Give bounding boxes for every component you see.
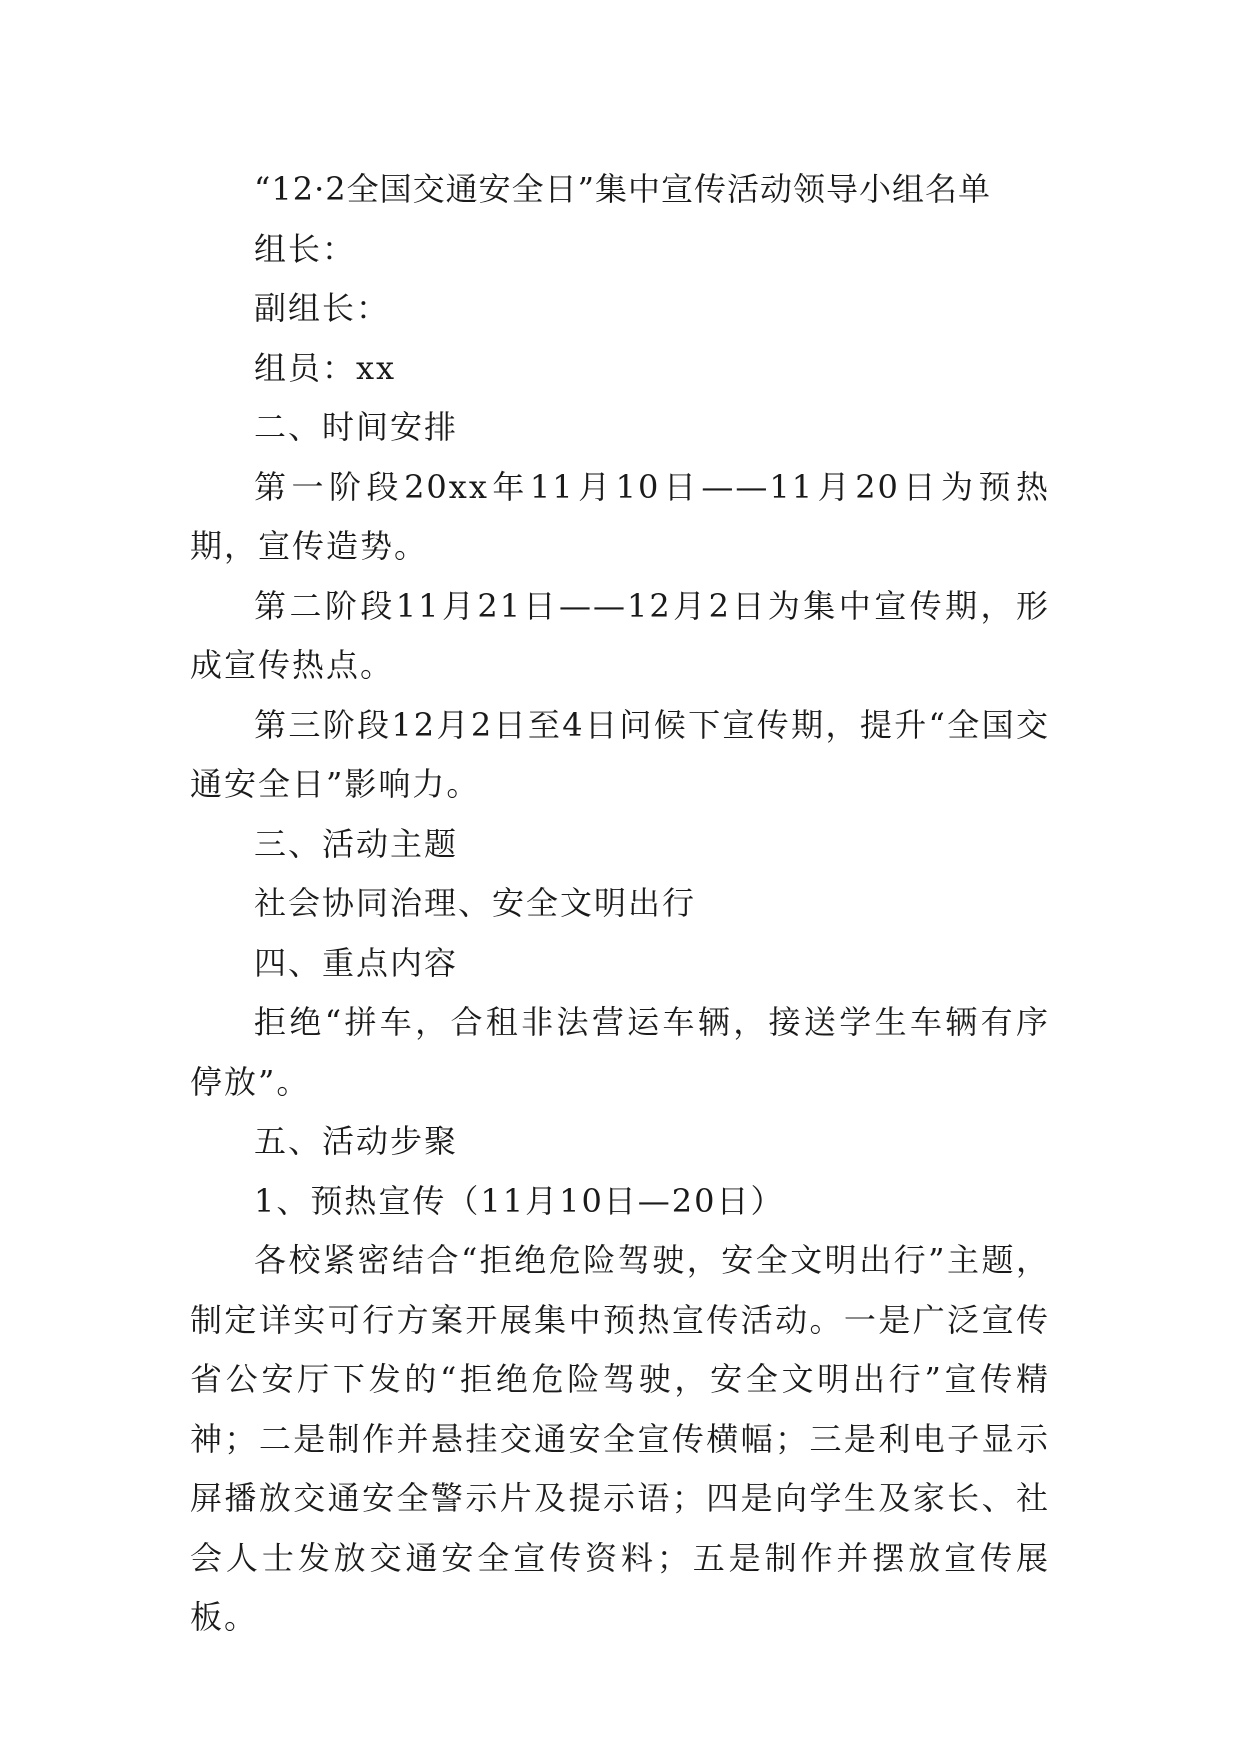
section-heading-schedule: 二、时间安排 bbox=[254, 408, 459, 446]
paragraph-phase-one: 第一阶段20xx年11月10日——11月20日为预热期，宣传造势。 bbox=[190, 467, 1050, 565]
paragraph-key-content: 拒绝“拼车，合租非法营运车辆，接送学生车辆有序停放”。 bbox=[190, 1003, 1050, 1101]
section-heading-steps: 五、活动步聚 bbox=[254, 1122, 459, 1160]
paragraph-members: 组员：xx bbox=[254, 348, 397, 387]
section-heading-theme: 三、活动主题 bbox=[254, 824, 459, 863]
paragraph-phase-three: 第三阶段12月2日至4日问候下宣传期，提升“全国交通安全日”影响力。 bbox=[190, 705, 1050, 803]
paragraph-warmup-details: 各校紧密结合“拒绝危险驾驶，安全文明出行”主题，制定详实可行方案开展集中预热宣传活动。一是广泛宣传省公安厅下发的“拒绝危险驾驶，安全文明出行”宣传精神；二是制作并悬挂交通安全宣传横幅；三是利电子显示屏播放交通安全警示片及提示语；四是向学生及家长、社会人士发放交通安全宣传资料；五是制作并摆放宣传展板。 bbox=[190, 1241, 1050, 1636]
paragraph-leader: 组长： bbox=[254, 229, 357, 268]
document-title: “12·2全国交通安全日”集中宣传活动领导小组名单 bbox=[254, 170, 991, 208]
document-body bbox=[190, 160, 1050, 1648]
section-heading-key-content: 四、重点内容 bbox=[254, 943, 459, 982]
paragraph-deputy-leader: 副组长： bbox=[254, 289, 391, 327]
subheading-warmup: 1、预热宣传（11月10日—20日） bbox=[254, 1181, 785, 1220]
paragraph-theme: 社会协同治理、安全文明出行 bbox=[254, 884, 697, 922]
paragraph-phase-two: 第二阶段11月21日——12月2日为集中宣传期，形成宣传热点。 bbox=[190, 586, 1050, 684]
